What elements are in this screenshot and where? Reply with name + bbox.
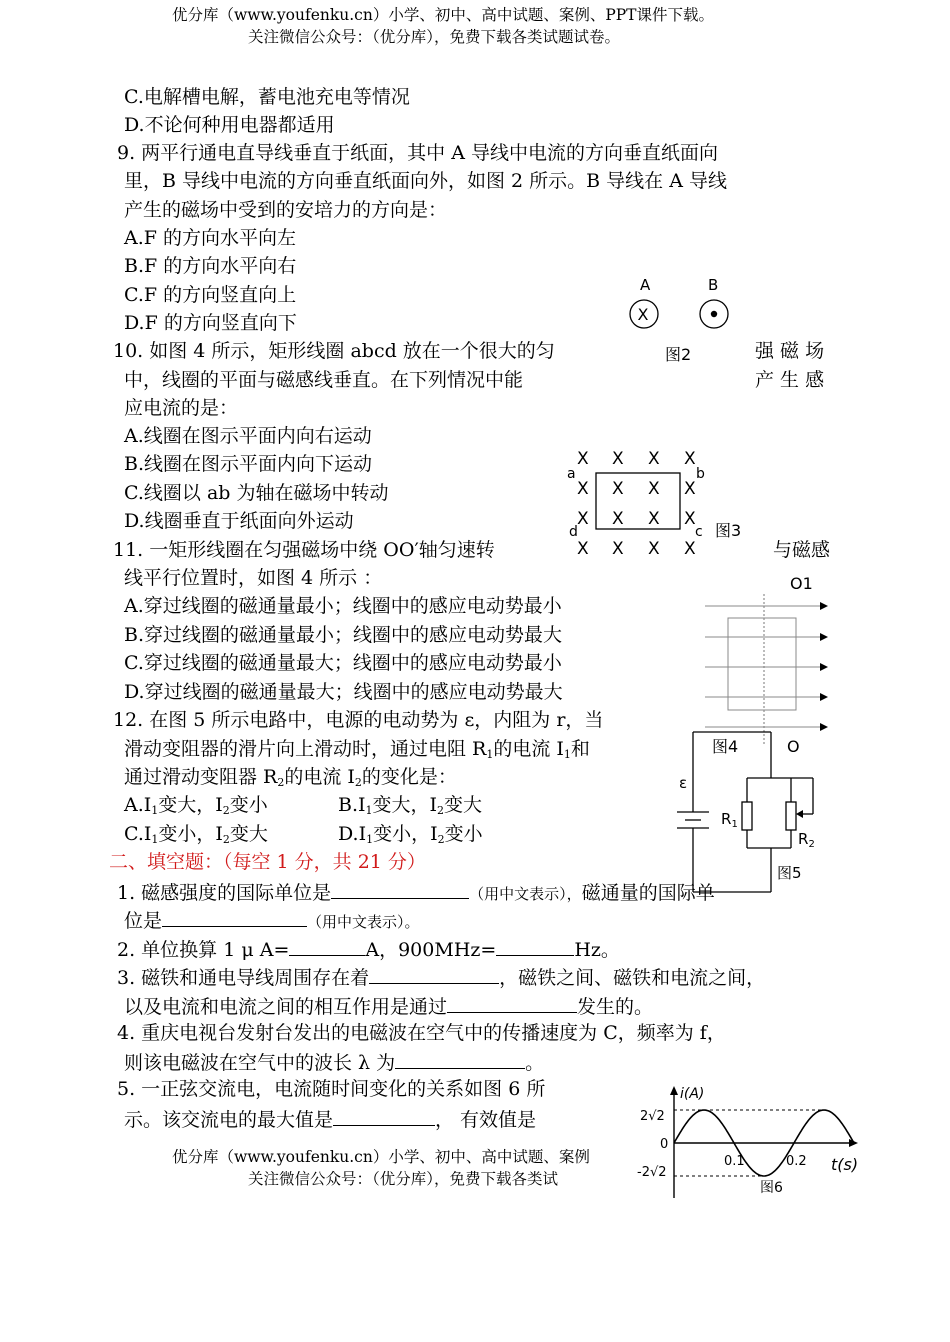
opt-text: 变小，I [373,823,438,845]
opt-text: 变小，I [158,823,223,845]
fig3-cross: X [684,539,696,559]
fill-3-text: ，磁铁之间、磁铁和电流之间， [499,967,766,989]
q11-option-d: D.穿过线圈的磁通量最大；线圈中的感应电动势最大 [124,681,563,703]
fig3-cross: X [684,509,696,529]
fig5-label-emf: ε [679,774,688,792]
r1-subscript: 1 [731,819,738,830]
rheostat-r2 [786,802,796,830]
fill-1-note: （用中文表示）。 [307,913,420,931]
wire-a-cross: X [637,305,649,324]
fig3-cross: X [648,539,660,559]
answer-blank[interactable] [289,937,365,956]
q9-option-b: B.F 的方向水平向右 [124,255,297,277]
fill-3-text: 3. 磁铁和通电导线周围存在着 [117,967,370,989]
fill-1-text: 磁通量的国际单 [581,882,715,904]
fig3-cross: X [648,509,660,529]
fill-1-line-1 [117,880,715,905]
fig3-cross: X [577,539,589,559]
q12-option-a [124,794,268,816]
opt-text: 变小 [229,794,268,816]
fill-2 [117,937,620,961]
y-tick-neg: -2√2 [637,1165,667,1180]
answer-blank[interactable] [162,908,307,927]
answer-blank[interactable] [447,994,577,1013]
fig3-cross: X [612,449,624,469]
q9-option-a: A.F 的方向水平向左 [124,227,296,249]
opt-text: 变大，I [158,794,223,816]
y-tick-pos: 2√2 [640,1109,665,1124]
fill-1-text: 1. 磁感强度的国际单位是 [117,882,332,904]
q10-option-d: D.线圈垂直于纸面向外运动 [124,510,354,532]
fill-5-line-2 [124,1107,536,1131]
q12-option-c [124,823,268,845]
q12-line-2 [124,738,590,760]
r2-letter: R [798,830,809,848]
q12-line-2-text: 的电流 I [493,738,564,760]
figure-6-chart [628,1078,868,1203]
coil-corner-c: c [695,524,703,540]
q10-line-1: 10. 如图 4 所示，矩形线圈 abcd 放在一个很大的匀 [113,340,555,362]
fill-1-line-2 [124,908,420,933]
q11-line-1: 11. 一矩形线圈在匀强磁场中绕 OO′轴匀速转 [113,539,495,561]
fill-3-line-2 [124,994,653,1018]
q8-option-d: D.不论何种用电器都适用 [124,114,335,136]
fill-3-text: 以及电流和电流之间的相互作用是通过 [124,996,448,1018]
fig3-cross: X [612,479,624,499]
q10-option-a: A.线圈在图示平面内向右运动 [124,425,372,447]
q12-line-3 [124,766,457,788]
fill-5-text: 示。该交流电的最大值是 [124,1109,334,1131]
fig3-cross: X [648,449,660,469]
field-arrow [820,693,828,701]
field-arrow [820,663,828,671]
coil-corner-b: b [696,466,705,482]
fig2-label-b: B [708,276,719,294]
fig3-cross: X [684,449,696,469]
wire-b-dot [711,311,717,317]
answer-blank[interactable] [496,937,574,956]
x-axis-label: t(s) [831,1155,859,1174]
opt-text: C.I [124,823,152,845]
figure-3 [545,442,755,562]
opt-text: B.I [338,794,366,816]
q11-option-c: C.穿过线圈的磁通量最大；线圈中的感应电动势最小 [124,652,562,674]
subscript: 2 [354,776,362,789]
fig3-cross: X [577,509,589,529]
q9-line-3: 产生的磁场中受到的安培力的方向是： [124,199,448,221]
q10-option-b: B.线圈在图示平面内向下运动 [124,453,373,475]
q11-line-1-right: 与磁感 [773,539,831,561]
figure-5 [665,730,825,900]
subscript: 2 [222,833,230,846]
fig2-label-a: A [640,276,651,294]
q9-line-1: 9. 两平行通电直导线垂直于纸面，其中 A 导线中电流的方向垂直纸面向 [117,142,718,164]
q9-option-c: C.F 的方向竖直向上 [124,284,297,306]
q11-option-a: A.穿过线圈的磁通量最小；线圈中的感应电动势最小 [124,595,562,617]
x-tick-0.1: 0.1 [724,1154,745,1169]
opt-text: D.I [338,823,367,845]
subscript: 1 [366,833,374,846]
opt-text: 变大 [444,794,483,816]
q12-option-d [338,823,483,845]
opt-text: 变小 [444,823,483,845]
fig3-cross: X [612,509,624,529]
fill-4-text: 则该电磁波在空气中的波长 λ 为 [124,1052,396,1074]
fill-4-line-2 [124,1050,544,1074]
r2-subscript: 2 [808,839,815,850]
q12-line-2-text: 滑动变阻器的滑片向上滑动时，通过电阻 R [124,738,487,760]
coil-corner-a: a [567,466,576,482]
subscript: 1 [486,748,494,761]
fig3-cross: X [577,479,589,499]
figure-2 [620,272,740,367]
x-tick-0.2: 0.2 [786,1154,807,1169]
q12-line-3-text: 的变化是： [361,766,457,788]
subscript: 2 [222,804,230,817]
subscript: 2 [437,833,445,846]
fill-3-line-1 [117,965,765,989]
coil-corner-d: d [569,524,578,540]
answer-blank[interactable] [369,965,499,984]
fig3-cross: X [612,539,624,559]
q9-option-d: D.F 的方向竖直向下 [124,312,297,334]
q12-line-3-text: 通过滑动变阻器 R [124,766,278,788]
fig4-caption: 图4 [712,737,739,756]
fig5-caption: 图5 [777,864,802,882]
subscript: 1 [151,804,159,817]
q9-line-2: 里，B 导线中电流的方向垂直纸面向外，如图 2 所示。B 导线在 A 导线 [124,170,727,192]
q11-option-b: B.穿过线圈的磁通量最小；线圈中的感应电动势最大 [124,624,563,646]
q12-line-1: 12. 在图 5 所示电路中，电源的电动势为 ε，内阻为 r，当 [113,709,604,731]
opt-text: 变大，I [372,794,438,816]
fill-4-line-1: 4. 重庆电视台发射台发出的电磁波在空气中的传播速度为 C，频率为 f， [117,1022,726,1044]
fig6-caption: 图6 [760,1180,783,1196]
subscript: 2 [437,804,445,817]
fig5-label-r2 [798,830,815,850]
q10-line-2-right: 产 生 感 [755,369,825,391]
fig3-cross: X [648,479,660,499]
fig4-coil [728,618,796,710]
subscript: 1 [563,748,571,761]
header-line-1: 优分库（www.youfenku.cn）小学、初中、高中试题、案例、PPT课件下载。 [172,6,715,24]
answer-blank[interactable] [331,880,469,899]
fill-1-note: （用中文表示）， [469,885,582,903]
fill-2-text: A，900MHz= [365,939,497,961]
answer-blank[interactable] [333,1107,435,1126]
q12-line-2-text: 和 [570,738,590,760]
fill-5-text: ， 有效值是 [435,1109,537,1131]
r1-letter: R [721,810,732,828]
opt-text: A.I [124,794,152,816]
footer-line-2: 关注微信公众号：（优分库），免费下载各类试 [248,1170,559,1188]
field-arrow [820,602,828,610]
fill-5-line-1: 5. 一正弦交流电，电流随时间变化的关系如图 6 所 [117,1078,546,1100]
fill-2-text: Hz。 [574,939,620,961]
resistor-r1 [742,802,752,830]
q12-line-3-text: 的电流 I [284,766,355,788]
fill-2-text: 2. 单位换算 1 μ A= [117,939,290,961]
section-2-title: 二、填空题：（每空 1 分，共 21 分） [109,851,426,873]
fig3-cross: X [577,449,589,469]
fill-4-text: 。 [525,1052,545,1074]
q10-option-c: C.线圈以 ab 为轴在磁场中转动 [124,482,389,504]
footer-line-1: 优分库（www.youfenku.cn）小学、初中、高中试题、案例 [172,1148,590,1166]
fig2-caption: 图2 [665,345,692,364]
answer-blank[interactable] [395,1050,525,1069]
q10-line-3: 应电流的是： [124,397,239,419]
fig4-label-o1: O1 [790,574,813,593]
fig3-cross: X [684,479,696,499]
q8-option-c: C.电解槽电解，蓄电池充电等情况 [124,86,410,108]
slider-arrow [796,810,803,818]
q11-line-2: 线平行位置时，如图 4 所示 ： [124,567,383,589]
y-axis-label: i(A) [680,1086,705,1102]
q12-option-b [338,794,482,816]
subscript: 2 [277,776,285,789]
subscript: 1 [365,804,373,817]
y-tick-zero: 0 [660,1137,669,1152]
fill-1-text: 位是 [124,910,163,932]
fig5-label-r1 [721,810,738,830]
field-arrow [820,633,828,641]
fig4-label-o: O [787,737,800,756]
fig3-caption: 图3 [715,521,742,540]
fill-3-text: 发生的。 [577,996,654,1018]
q10-line-1-right: 强 磁 场 [755,340,825,362]
opt-text: 变大 [229,823,268,845]
q10-line-2: 中，线圈的平面与磁感线垂直。在下列情况中能 [124,369,524,391]
subscript: 1 [151,833,159,846]
header-line-2: 关注微信公众号：（优分库），免费下载各类试题试卷。 [248,28,621,46]
